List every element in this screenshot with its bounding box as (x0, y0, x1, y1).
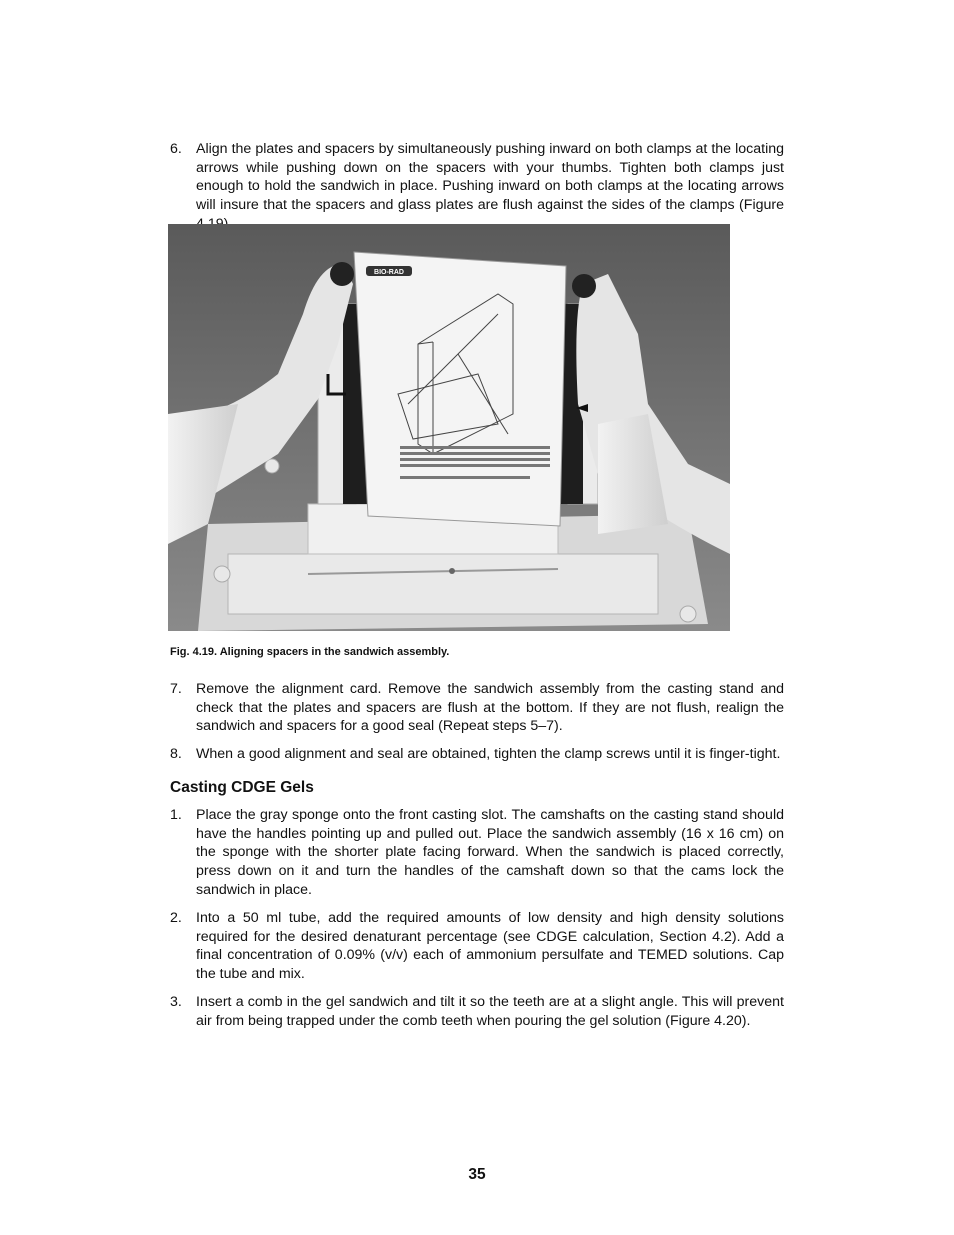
step-number: 6. (170, 141, 182, 157)
step-number: 8. (170, 746, 182, 762)
page-number: 35 (468, 1166, 486, 1183)
card-logo: BIO-RAD (374, 269, 404, 276)
cdge-step-1 (170, 806, 784, 900)
section-heading: Casting CDGE Gels (170, 779, 314, 796)
step-number: 3. (170, 994, 182, 1010)
figure-photo (168, 224, 730, 631)
step-text: Align the plates and spacers by simultaneously pushing inward on both clamps at the locating arrows while pushing down on the spacers with your thumbs. Tighten both clamps just enough to hold the sandwich in place. Pushing inward on both clamps at the locating arrows will insure that the spacers and glass plates are flush against the sides of the clamps (Figure (196, 141, 784, 214)
step-number: 2. (170, 910, 182, 926)
cdge-step-2 (170, 909, 784, 984)
step-text: Into a 50 ml tube, add the required amounts of low density and high density solutions required for the desired denaturant percentage (see CDGE calculation, Section 4.2). Add a final concentration of 0.09% (v/v) each of ammonium persulfate and TEMED solutions. Cap the tube and mix. (196, 910, 784, 983)
cdge-step-3 (170, 993, 784, 1030)
alignment-photo-illustration (168, 224, 730, 631)
step-number: 7. (170, 681, 182, 697)
step-text: Insert a comb in the gel sandwich and tilt it so the teeth are at a slight angle. This will prevent air from being trapped under the comb teeth when pouring the gel solution (Figure 4.20). (196, 994, 784, 1029)
step-number: 1. (170, 807, 182, 823)
step-7 (170, 680, 784, 736)
step-text: When a good alignment and seal are obtained, tighten the clamp screws until it is finger-tight. (196, 746, 781, 762)
step-text: Place the gray sponge onto the front casting slot. The camshafts on the casting stand should have the handles pointing up and pulled out. Place the sandwich assembly (16 x 16 cm) on the sponge with the shorter plate facing forward. When the sandwich is placed correctly, press down on it and turn the handles of the camshaft down so that the cams lock the sandwich in place. (196, 807, 784, 898)
step-6 (170, 140, 784, 234)
step-text: Remove the alignment card. Remove the sandwich assembly from the casting stand and check that the plates and spacers are flush at the bottom. If they are not flush, realign the sandwich and spacers for a good seal (Repeat steps 5–7). (196, 681, 784, 735)
step-8 (170, 745, 784, 764)
figure-caption: Fig. 4.19. Aligning spacers in the sandwich assembly. (170, 646, 450, 658)
